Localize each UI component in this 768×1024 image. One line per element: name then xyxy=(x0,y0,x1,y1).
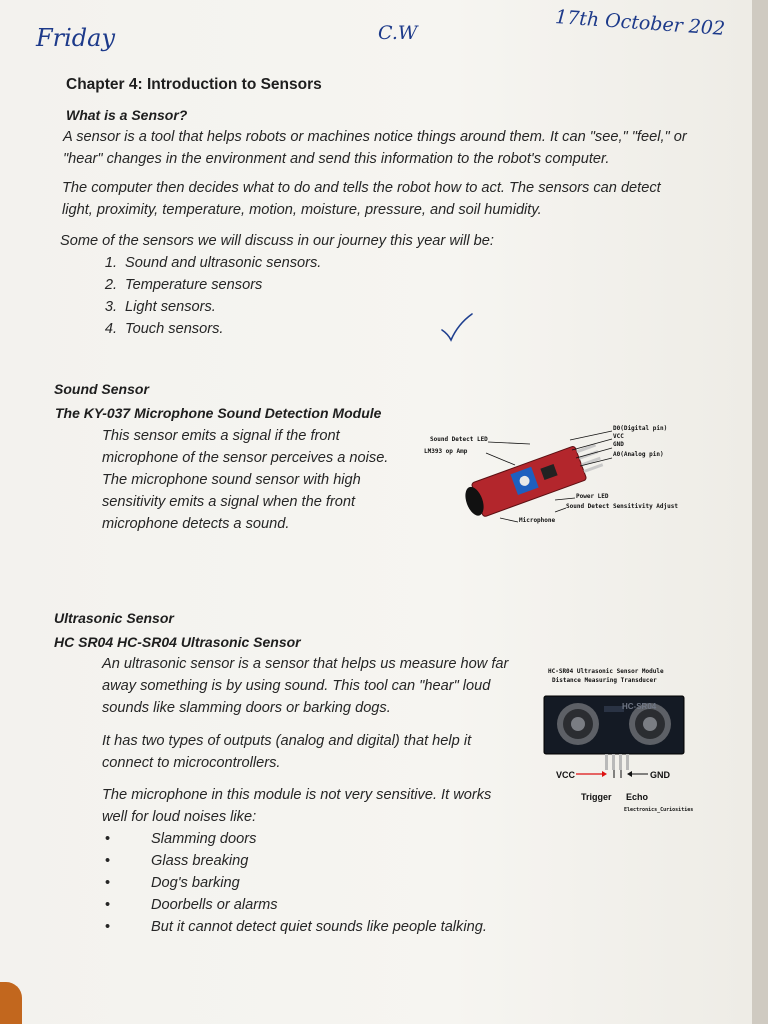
text-line: The computer then decides what to do and tells the robot how to act. The sensors can detect xyxy=(62,180,661,196)
text-line: light, proximity, temperature, motion, moisture, pressure, and soil humidity. xyxy=(62,202,542,218)
list-item: • Doorbells or alarms xyxy=(105,897,278,913)
loud-noise-list xyxy=(103,828,603,938)
label-microphone: Microphone xyxy=(519,517,556,524)
label-sound-detect-led: Sound Detect LED xyxy=(430,436,488,443)
paragraph-sound-sensor xyxy=(102,425,422,535)
label-credit: Electronics_Curiosities xyxy=(624,807,694,813)
text-line: microphone detects a sound. xyxy=(102,516,290,532)
paragraph-sensor-definition xyxy=(63,126,743,170)
diagram-title-line2: Distance Measuring Transducer xyxy=(552,677,657,684)
text-line: sensitivity emits a signal when the front xyxy=(102,494,356,510)
label-d0-pin: D0(Digital pin) xyxy=(613,425,668,432)
label-gnd: GND xyxy=(650,770,670,780)
list-item: • But it cannot detect quiet sounds like people talking. xyxy=(105,919,487,935)
list-item: • Dog's barking xyxy=(105,875,240,891)
text-line: The microphone sound sensor with high xyxy=(102,472,361,488)
list-item: 1. Sound and ultrasonic sensors. xyxy=(104,255,322,271)
hcsr04-module-diagram xyxy=(538,664,708,820)
list-item: • Glass breaking xyxy=(105,853,249,869)
text-line: It has two types of outputs (analog and digital) that help it xyxy=(102,733,472,749)
page-edge xyxy=(752,0,768,1024)
label-a0-pin: A0(Analog pin) xyxy=(613,451,664,458)
ky037-module-diagram xyxy=(420,420,715,535)
list-item: 2. Temperature sensors xyxy=(104,277,263,293)
list-item: 4. Touch sensors. xyxy=(104,321,224,337)
subheading-ky037: The KY-037 Microphone Sound Detection Module xyxy=(55,405,382,421)
label-op-amp: LM393 op Amp xyxy=(424,448,468,455)
label-gnd: GND xyxy=(613,441,624,448)
diagram-title-line1: HC-SR04 Ultrasonic Sensor Module xyxy=(548,668,664,675)
sensor-list xyxy=(97,252,497,340)
section-heading-sound-sensor: Sound Sensor xyxy=(54,381,149,397)
check-mark-icon xyxy=(440,312,474,342)
label-vcc: VCC xyxy=(613,433,624,440)
list-item: 3. Light sensors. xyxy=(104,299,216,315)
list-item: • Slamming doors xyxy=(105,831,257,847)
paragraph-sensor-function xyxy=(62,177,742,221)
text-line: connect to microcontrollers. xyxy=(102,755,281,771)
subheading-hcsr04: HC SR04 HC-SR04 Ultrasonic Sensor xyxy=(54,634,301,650)
text-line: This sensor emits a signal if the front xyxy=(102,428,340,444)
handwritten-date: 17th October 202 xyxy=(554,6,726,40)
label-vcc: VCC xyxy=(556,770,576,780)
paragraph-ultrasonic-sensitivity xyxy=(102,784,532,828)
text-line: An ultrasonic sensor is a sensor that helps us measure how far xyxy=(102,656,509,672)
handwritten-day: Friday xyxy=(36,24,116,52)
sensor-list-intro: Some of the sensors we will discuss in our journey this year will be: xyxy=(60,233,494,249)
label-power-led: Power LED xyxy=(576,493,609,500)
board-label: HC-SR04 xyxy=(622,702,657,711)
handwritten-classwork-mark: C.W xyxy=(378,22,418,44)
label-sensitivity-adjust: Sound Detect Sensitivity Adjust xyxy=(566,503,678,510)
text-line: microphone of the sensor perceives a noise. xyxy=(102,450,389,466)
paragraph-ultrasonic-outputs xyxy=(102,730,532,774)
text-line: "hear" changes in the environment and send this information to the robot's computer. xyxy=(63,151,610,167)
label-echo: Echo xyxy=(626,792,649,802)
label-trigger: Trigger xyxy=(581,792,612,802)
text-line: well for loud noises like: xyxy=(102,809,257,825)
text-line: away something is by using sound. This tool can "hear" loud xyxy=(102,678,491,694)
section-heading-what-is-sensor: What is a Sensor? xyxy=(66,107,188,123)
section-heading-ultrasonic-sensor: Ultrasonic Sensor xyxy=(54,610,174,626)
text-line: sounds like slamming doors or barking dogs. xyxy=(102,700,391,716)
thumb xyxy=(0,982,22,1024)
paragraph-ultrasonic-definition xyxy=(102,653,532,719)
text-line: The microphone in this module is not very sensitive. It works xyxy=(102,787,492,803)
text-line: A sensor is a tool that helps robots or machines notice things around them. It can "see," "feel," or xyxy=(63,129,687,145)
chapter-title: Chapter 4: Introduction to Sensors xyxy=(66,76,322,93)
